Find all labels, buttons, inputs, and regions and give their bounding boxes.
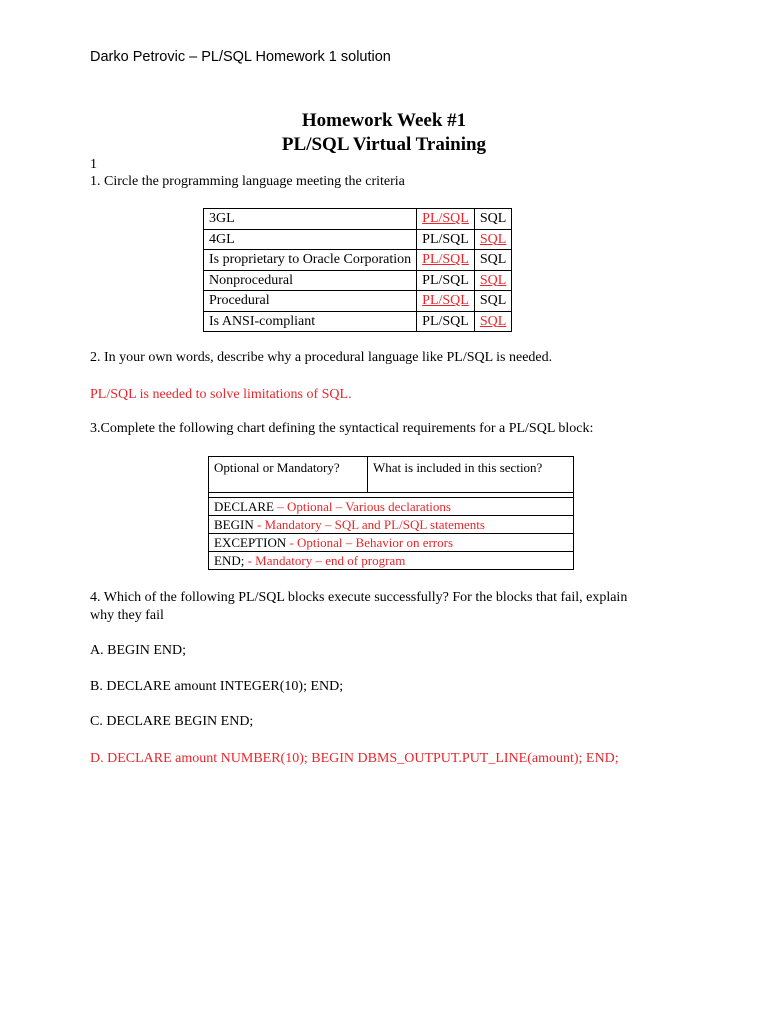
section-keyword: DECLARE bbox=[214, 499, 278, 514]
criteria-label: Is ANSI-compliant bbox=[204, 311, 417, 332]
question-4-line1: 4. Which of the following PL/SQL blocks execute successfully? For the blocks that fail, explain bbox=[90, 590, 628, 605]
option-b: B. DECLARE amount INTEGER(10); END; bbox=[90, 679, 344, 694]
section-answer: - Mandatory – SQL and PL/SQL statements bbox=[256, 517, 485, 532]
criteria-row bbox=[204, 311, 512, 332]
section-keyword: BEGIN bbox=[214, 517, 257, 532]
criteria-row bbox=[204, 250, 512, 271]
option-plsql: PL/SQL bbox=[417, 229, 475, 250]
section-answer: – Optional – Various declarations bbox=[277, 499, 451, 514]
criteria-label: Procedural bbox=[204, 291, 417, 312]
section-table bbox=[208, 456, 574, 570]
option-sql: SQL bbox=[474, 291, 511, 312]
option-d-answer: D. DECLARE amount NUMBER(10); BEGIN DBMS_OUTPUT.PUT_LINE(amount); END; bbox=[90, 751, 619, 766]
criteria-table bbox=[203, 208, 512, 332]
criteria-row bbox=[204, 270, 512, 291]
page-subtitle: PL/SQL Virtual Training bbox=[281, 134, 487, 155]
section-row-end bbox=[209, 552, 574, 570]
option-sql: SQL bbox=[474, 311, 511, 332]
criteria-label: Nonprocedural bbox=[204, 270, 417, 291]
question-3: 3.Complete the following chart defining the syntactical requirements for a PL/SQL block: bbox=[90, 421, 594, 436]
section-header-included: What is included in this section? bbox=[368, 457, 574, 493]
section-row-exception bbox=[209, 534, 574, 552]
criteria-label: 4GL bbox=[204, 229, 417, 250]
document-header: Darko Petrovic – PL/SQL Homework 1 solution bbox=[90, 49, 391, 65]
question-2: 2. In your own words, describe why a procedural language like PL/SQL is needed. bbox=[90, 350, 553, 365]
criteria-row bbox=[204, 291, 512, 312]
option-plsql: PL/SQL bbox=[417, 250, 475, 271]
criteria-label: 3GL bbox=[204, 209, 417, 230]
option-plsql: PL/SQL bbox=[417, 291, 475, 312]
page-title: Homework Week #1 bbox=[301, 110, 467, 131]
section-row-begin bbox=[209, 516, 574, 534]
option-sql: SQL bbox=[474, 270, 511, 291]
option-sql: SQL bbox=[474, 250, 511, 271]
option-a: A. BEGIN END; bbox=[90, 643, 187, 658]
section-header-optional: Optional or Mandatory? bbox=[209, 457, 368, 493]
section-answer: - Mandatory – end of program bbox=[247, 553, 406, 568]
page-marker: 1 bbox=[90, 157, 97, 172]
criteria-row bbox=[204, 229, 512, 250]
option-plsql: PL/SQL bbox=[417, 311, 475, 332]
criteria-label: Is proprietary to Oracle Corporation bbox=[204, 250, 417, 271]
section-keyword: EXCEPTION bbox=[214, 535, 290, 550]
section-keyword: END; bbox=[214, 553, 248, 568]
option-sql: SQL bbox=[474, 209, 511, 230]
criteria-table-body bbox=[204, 209, 512, 332]
option-sql: SQL bbox=[474, 229, 511, 250]
option-plsql: PL/SQL bbox=[417, 270, 475, 291]
question-1: 1. Circle the programming language meeting the criteria bbox=[90, 174, 405, 189]
option-plsql: PL/SQL bbox=[417, 209, 475, 230]
option-c: C. DECLARE BEGIN END; bbox=[90, 714, 254, 729]
criteria-row bbox=[204, 209, 512, 230]
question-4-line2: why they fail bbox=[90, 608, 164, 623]
section-row-declare bbox=[209, 498, 574, 516]
answer-2: PL/SQL is needed to solve limitations of SQL. bbox=[90, 387, 352, 402]
section-answer: - Optional – Behavior on errors bbox=[289, 535, 454, 550]
